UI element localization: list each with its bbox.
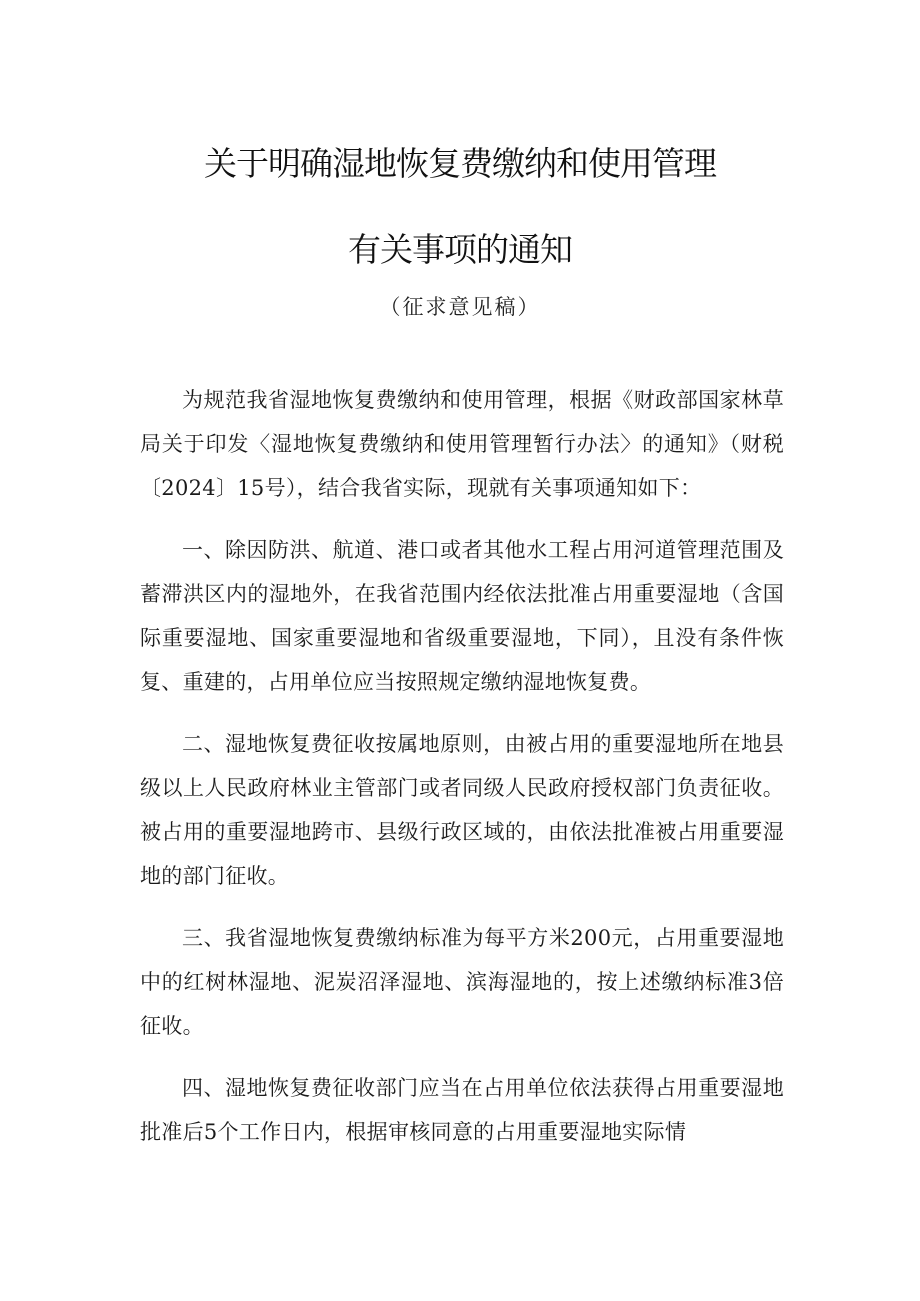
document-subtitle: （征求意见稿） [379, 295, 541, 319]
paragraph-item-4: 四、湿地恢复费征收部门应当在占用单位依法获得占用重要湿地批准后5个工作日内，根据审核同意的占用重要湿地实际情 [140, 1076, 784, 1144]
document-title-line-2: 有关事项的通知 [348, 230, 572, 269]
paragraph-item-2: 二、湿地恢复费征收按属地原则，由被占用的重要湿地所在地县级以上人民政府林业主管部门或者同级人民政府授权部门负责征收。被占用的重要湿地跨市、县级行政区域的，由依法批准被占用重要湿地的部门征收。 [140, 732, 784, 888]
paragraph-item-1: 一、除因防洪、航道、港口或者其他水工程占用河道管理范围及蓄滞洪区内的湿地外，在我省范围内经依法批准占用重要湿地（含国际重要湿地、国家重要湿地和省级重要湿地，下同），且没有条件恢复、重建的，占用单位应当按照规定缴纳湿地恢复费。 [140, 538, 784, 694]
paragraph-intro: 为规范我省湿地恢复费缴纳和使用管理，根据《财政部国家林草局关于印发〈湿地恢复费缴纳和使用管理暂行办法〉的通知》（财税〔2024〕15号），结合我省实际，现就有关事项通知如下： [140, 388, 784, 500]
paragraph-item-3: 三、我省湿地恢复费缴纳标准为每平方米200元，占用重要湿地中的红树林湿地、泥炭沼泽湿地、滨海湿地的，按上述缴纳标准3倍征收。 [140, 926, 784, 1038]
document-title-line-1: 关于明确湿地恢复费缴纳和使用管理 [204, 144, 716, 183]
document-body [140, 378, 784, 1172]
